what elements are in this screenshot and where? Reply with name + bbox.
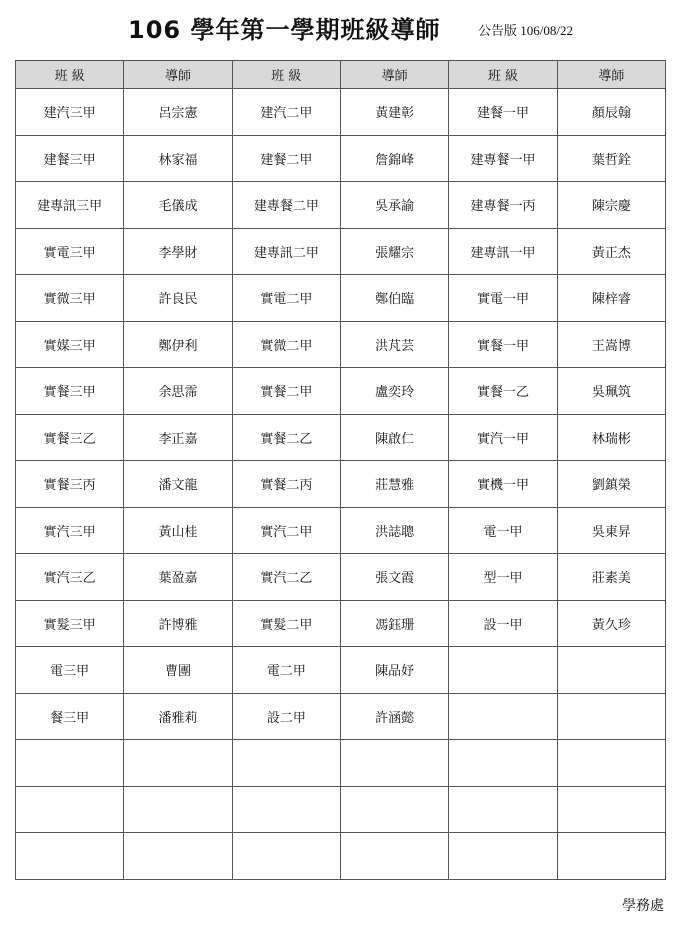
class-cell: 實餐三丙 <box>16 461 124 508</box>
class-cell: 設二甲 <box>232 693 340 740</box>
column-header-teacher: 導師 <box>340 61 448 89</box>
teacher-cell: 吳珮筑 <box>557 368 665 415</box>
class-cell: 實汽二乙 <box>232 554 340 601</box>
table-row <box>16 740 666 787</box>
teacher-cell <box>124 786 232 833</box>
page-header <box>0 8 680 48</box>
teacher-cell <box>557 833 665 880</box>
teacher-cell: 莊素美 <box>557 554 665 601</box>
notice-date: 公告版 106/08/22 <box>478 23 573 38</box>
class-cell: 實電一甲 <box>449 275 557 322</box>
teacher-cell: 葉哲銓 <box>557 135 665 182</box>
class-cell <box>449 740 557 787</box>
table-header-row <box>16 61 666 89</box>
column-header-teacher: 導師 <box>124 61 232 89</box>
class-cell: 建餐三甲 <box>16 135 124 182</box>
teacher-cell: 洪芃芸 <box>340 321 448 368</box>
class-cell <box>16 786 124 833</box>
teacher-cell <box>557 693 665 740</box>
teacher-cell <box>557 740 665 787</box>
class-cell: 建專訊一甲 <box>449 228 557 275</box>
teacher-cell: 洪誌聰 <box>340 507 448 554</box>
teacher-cell <box>124 740 232 787</box>
class-cell: 實餐二丙 <box>232 461 340 508</box>
column-header-class: 班 級 <box>16 61 124 89</box>
class-cell <box>232 786 340 833</box>
teacher-cell: 黃建彰 <box>340 89 448 136</box>
column-header-class: 班 級 <box>232 61 340 89</box>
teacher-cell <box>340 740 448 787</box>
teacher-cell: 吳東昇 <box>557 507 665 554</box>
teacher-cell: 鄭伊利 <box>124 321 232 368</box>
class-cell: 實汽二甲 <box>232 507 340 554</box>
class-cell: 實汽三甲 <box>16 507 124 554</box>
table-body <box>16 89 666 880</box>
class-cell: 建餐二甲 <box>232 135 340 182</box>
teacher-cell: 黃山桂 <box>124 507 232 554</box>
table-row <box>16 89 666 136</box>
teacher-cell: 許涵懿 <box>340 693 448 740</box>
teacher-cell: 劉鎮榮 <box>557 461 665 508</box>
teacher-cell: 王嵩博 <box>557 321 665 368</box>
teacher-cell <box>124 833 232 880</box>
teacher-cell: 許良民 <box>124 275 232 322</box>
teacher-cell: 陳品妤 <box>340 647 448 694</box>
teacher-cell: 陳梓睿 <box>557 275 665 322</box>
table-row <box>16 135 666 182</box>
teacher-cell: 馮鈺珊 <box>340 600 448 647</box>
teacher-cell <box>557 786 665 833</box>
table-row <box>16 275 666 322</box>
class-cell: 電二甲 <box>232 647 340 694</box>
teacher-cell: 潘文龍 <box>124 461 232 508</box>
table-row <box>16 833 666 880</box>
teacher-cell: 毛儀成 <box>124 182 232 229</box>
table-row <box>16 600 666 647</box>
teacher-cell: 葉盈嘉 <box>124 554 232 601</box>
class-cell: 實媒三甲 <box>16 321 124 368</box>
table-row <box>16 368 666 415</box>
table-row <box>16 786 666 833</box>
class-cell <box>16 833 124 880</box>
class-cell: 實餐二甲 <box>232 368 340 415</box>
class-cell: 實餐三甲 <box>16 368 124 415</box>
teacher-cell: 林家福 <box>124 135 232 182</box>
class-cell <box>449 786 557 833</box>
teacher-cell: 李正嘉 <box>124 414 232 461</box>
class-cell: 實汽一甲 <box>449 414 557 461</box>
class-cell <box>232 740 340 787</box>
class-cell <box>449 647 557 694</box>
teacher-cell: 黃久珍 <box>557 600 665 647</box>
class-cell <box>232 833 340 880</box>
column-header-teacher: 導師 <box>557 61 665 89</box>
class-cell: 實餐三乙 <box>16 414 124 461</box>
teacher-cell: 吳承諭 <box>340 182 448 229</box>
class-cell <box>16 740 124 787</box>
class-cell: 實電三甲 <box>16 228 124 275</box>
teacher-cell: 鄭伯臨 <box>340 275 448 322</box>
teacher-cell: 呂宗憲 <box>124 89 232 136</box>
column-header-class: 班 級 <box>449 61 557 89</box>
class-cell: 實汽三乙 <box>16 554 124 601</box>
table-row <box>16 228 666 275</box>
table-row <box>16 647 666 694</box>
class-cell: 餐三甲 <box>16 693 124 740</box>
class-cell: 實電二甲 <box>232 275 340 322</box>
table-row <box>16 554 666 601</box>
teacher-cell: 莊慧雅 <box>340 461 448 508</box>
teacher-cell: 張文霞 <box>340 554 448 601</box>
homeroom-teacher-table <box>15 60 666 880</box>
table-row <box>16 461 666 508</box>
office-signature: 學務處 <box>622 898 664 914</box>
class-cell <box>449 833 557 880</box>
class-cell: 建專訊二甲 <box>232 228 340 275</box>
class-cell: 電一甲 <box>449 507 557 554</box>
class-cell: 實髮三甲 <box>16 600 124 647</box>
class-cell: 建餐一甲 <box>449 89 557 136</box>
teacher-cell: 詹錦峰 <box>340 135 448 182</box>
class-cell: 建專餐一甲 <box>449 135 557 182</box>
class-cell: 實髮二甲 <box>232 600 340 647</box>
teacher-cell: 李學財 <box>124 228 232 275</box>
class-cell: 建汽二甲 <box>232 89 340 136</box>
teacher-cell: 許博雅 <box>124 600 232 647</box>
table-row <box>16 182 666 229</box>
class-cell: 建專餐二甲 <box>232 182 340 229</box>
teacher-cell <box>557 647 665 694</box>
teacher-cell: 潘雅莉 <box>124 693 232 740</box>
page-title: 106 學年第一學期班級導師 <box>128 16 441 44</box>
class-cell: 建汽三甲 <box>16 89 124 136</box>
class-cell: 實餐一甲 <box>449 321 557 368</box>
class-cell: 實微二甲 <box>232 321 340 368</box>
teacher-cell: 余思霈 <box>124 368 232 415</box>
class-cell: 實機一甲 <box>449 461 557 508</box>
teacher-cell: 陳啟仁 <box>340 414 448 461</box>
table-row <box>16 414 666 461</box>
teacher-cell: 顏辰翰 <box>557 89 665 136</box>
class-cell: 建專訊三甲 <box>16 182 124 229</box>
class-cell: 型一甲 <box>449 554 557 601</box>
class-cell: 電三甲 <box>16 647 124 694</box>
class-cell <box>449 693 557 740</box>
class-cell: 實餐一乙 <box>449 368 557 415</box>
teacher-cell: 陳宗慶 <box>557 182 665 229</box>
teacher-cell: 林瑞彬 <box>557 414 665 461</box>
teacher-cell: 黃正杰 <box>557 228 665 275</box>
teacher-cell: 曹團 <box>124 647 232 694</box>
teacher-cell <box>340 833 448 880</box>
teacher-cell: 張耀宗 <box>340 228 448 275</box>
class-cell: 設一甲 <box>449 600 557 647</box>
class-cell: 實微三甲 <box>16 275 124 322</box>
teacher-cell <box>340 786 448 833</box>
table-row <box>16 507 666 554</box>
class-cell: 實餐二乙 <box>232 414 340 461</box>
class-cell: 建專餐一丙 <box>449 182 557 229</box>
table-row <box>16 321 666 368</box>
table-row <box>16 693 666 740</box>
teacher-cell: 盧奕玲 <box>340 368 448 415</box>
